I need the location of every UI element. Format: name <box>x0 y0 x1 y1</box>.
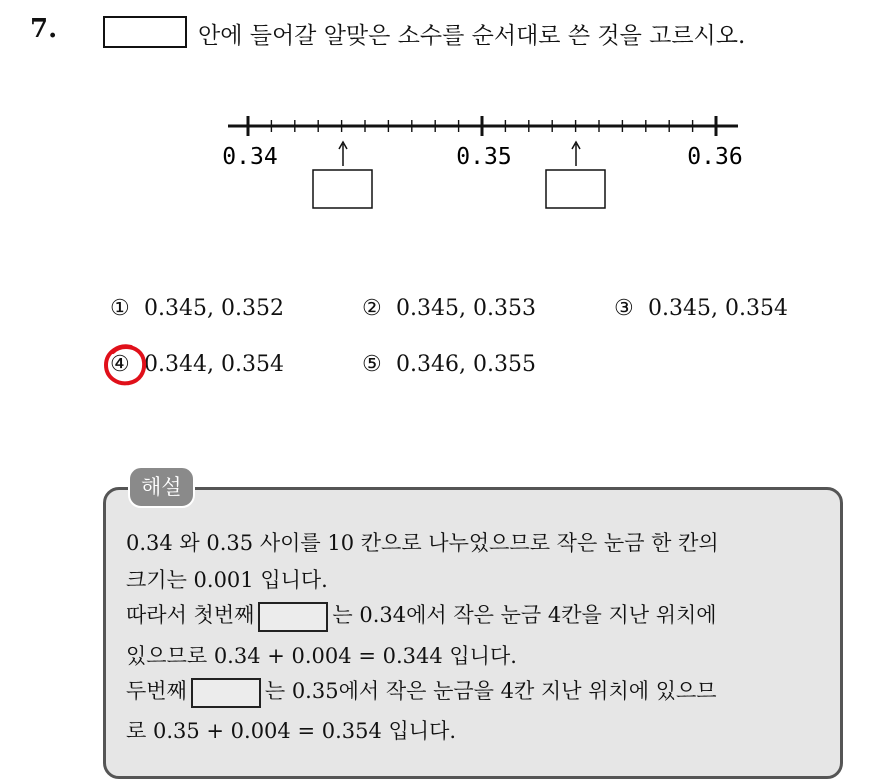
choice-4-marker: ④ <box>110 352 130 377</box>
choice-2-text: 0.345, 0.353 <box>396 296 536 321</box>
solution-line-3-start: 따라서 첫번째 <box>126 603 255 627</box>
question-text: 안에 들어갈 알맞은 소수를 순서대로 쓴 것을 고르시오. <box>198 23 746 49</box>
solution-line-1: 0.34 와 0.35 사이를 10 칸으로 나누었으므로 작은 눈금 한 칸의 <box>126 531 719 555</box>
question-number: 7. <box>30 14 58 44</box>
choice-5[interactable] <box>362 352 536 377</box>
choice-3-marker: ③ <box>614 296 634 321</box>
choice-2-marker: ② <box>362 296 382 321</box>
solution-label: 해설 <box>128 466 195 508</box>
answer-blank-box <box>103 16 187 48</box>
solution-line-6: 로 0.35 + 0.004 = 0.354 입니다. <box>126 719 457 743</box>
choice-1-text: 0.345, 0.352 <box>144 296 284 321</box>
label-0.35: 0.35 <box>456 144 512 170</box>
arrow-2 <box>572 142 580 166</box>
solution-blank-box-2 <box>191 678 261 708</box>
solution-line-3 <box>126 599 717 632</box>
solution-blank-box-1 <box>258 602 328 632</box>
label-0.36: 0.36 <box>687 144 743 170</box>
choice-5-marker: ⑤ <box>362 352 382 377</box>
solution-line-5-end: 는 0.35에서 작은 눈금을 4칸 지난 위치에 있으므 <box>264 679 717 703</box>
label-0.34: 0.34 <box>222 144 278 170</box>
choice-4-text: 0.344, 0.354 <box>144 352 284 377</box>
choice-5-text: 0.346, 0.355 <box>396 352 536 377</box>
choice-2[interactable] <box>362 296 536 321</box>
solution-line-4: 있으므로 0.34 + 0.004 = 0.344 입니다. <box>126 644 517 668</box>
solution-line-5-start: 두번째 <box>126 679 187 703</box>
number-line-ticks <box>248 116 716 136</box>
choice-1-marker: ① <box>110 296 130 321</box>
choice-3-text: 0.345, 0.354 <box>648 296 788 321</box>
solution-line-5 <box>126 675 717 708</box>
number-line <box>210 108 750 218</box>
number-line-blank-2 <box>546 170 605 208</box>
choice-3[interactable] <box>614 296 788 321</box>
solution-line-2: 크기는 0.001 입니다. <box>126 568 328 592</box>
number-line-blank-1 <box>313 170 372 208</box>
answer-circle-mark <box>101 342 149 388</box>
solution-line-3-end: 는 0.34에서 작은 눈금 4칸을 지난 위치에 <box>332 603 717 627</box>
choice-1[interactable] <box>110 296 284 321</box>
arrow-1 <box>339 142 347 166</box>
